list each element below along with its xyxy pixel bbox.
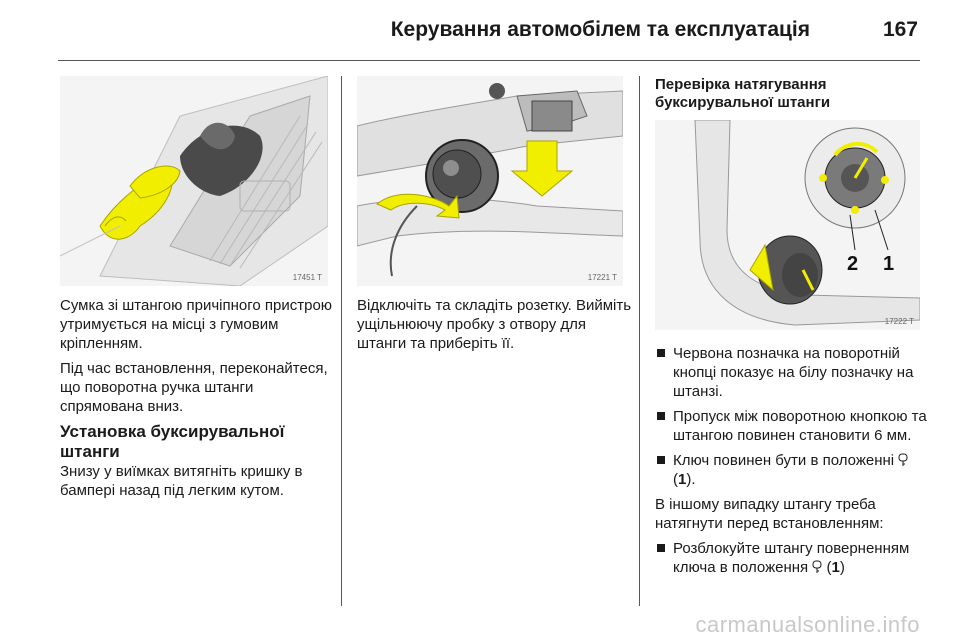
section-heading: Перевірка натягування буксирувальної штанги [655,76,831,111]
column-2-text [357,296,635,359]
column-3-text [655,344,930,583]
reference-number: 1 [831,559,840,576]
column-3-heading [655,76,925,112]
page-title: Керування автомобілем та експлуатація [390,18,810,41]
column-divider-2 [639,76,640,606]
bullet-icon [657,544,665,552]
figure-towbar-bag [60,76,328,286]
figure-towbar-check-drawing [655,120,920,330]
paragraph: Сумка зі штангою причіпного пристрою утримується на місці з гумовим кріпленням. [60,297,333,352]
figure-code: 17221 T [587,273,617,282]
bullet-icon [657,456,665,464]
section-heading: Установка буксирувальної штанги [60,422,285,461]
bullet-icon [657,412,665,420]
figure-socket-drawing [357,76,623,286]
paragraph: Під час встановлення, переконайтеся, що поворотна ручка штанги спрямована вниз. [60,360,328,415]
reference-number: 1 [678,471,687,488]
watermark: carmanualsonline.info [695,612,920,637]
figure-code: 17451 T [292,273,322,282]
action-list [655,539,930,577]
figure-towbar-check [655,120,920,330]
callout-2: 2 [847,253,859,275]
list-item [655,344,930,401]
page-number: 167 [882,18,918,41]
bullet-icon [657,349,665,357]
list-item [655,407,930,445]
list-item: Розблокуйте штангу поверненням ключа в положення (1) [655,539,930,577]
key-icon [812,560,822,574]
figure-code: 17222 T [884,317,914,326]
column-1-text [60,296,335,506]
list-item-text: Червона позначка на поворотній кнопці показує на білу позначку на штанзі. [673,345,914,400]
list-item-text: Пропуск між поворотною кнопкою та штангою повинен становити 6 мм. [673,408,927,444]
check-list [655,344,930,489]
paragraph: Знизу у виїмках витягніть кришку в бампері назад під легким кутом. [60,463,303,499]
figure-towbar-bag-drawing [60,76,328,286]
key-icon [898,453,908,467]
paragraph: Відключіть та складіть розетку. Вийміть ущільнюючу пробку з отвору для штанги та приберіть її. [357,297,632,352]
figure-socket [357,76,623,286]
paragraph: В іншому випадку штангу треба натягнути перед встановленням: [655,496,884,532]
column-divider-1 [341,76,342,606]
header-divider [58,60,920,61]
callout-1: 1 [883,253,895,275]
list-item-text: Ключ повинен бути в положенні [673,452,895,469]
list-item-text: Розблокуйте штангу поверненням ключа в положення [673,540,910,576]
list-item: Ключ повинен бути в положенні (1). [655,451,930,489]
